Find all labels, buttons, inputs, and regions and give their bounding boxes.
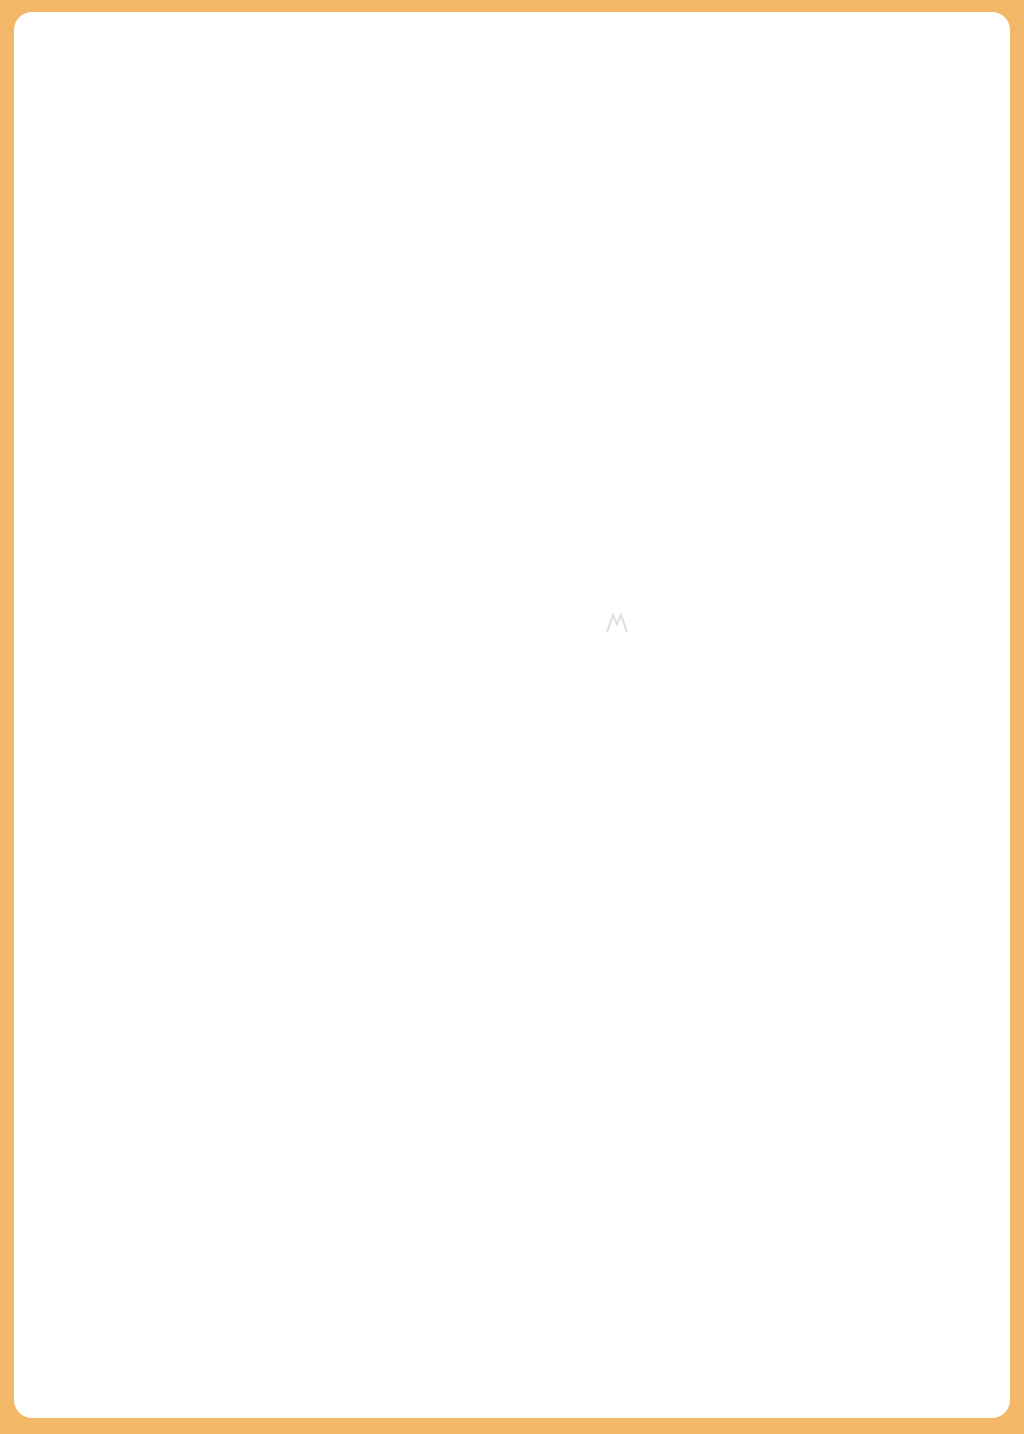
watermark-logo-icon [604,612,630,634]
document-page [14,12,1010,1418]
document-content [56,48,976,68]
watermark [604,610,634,635]
